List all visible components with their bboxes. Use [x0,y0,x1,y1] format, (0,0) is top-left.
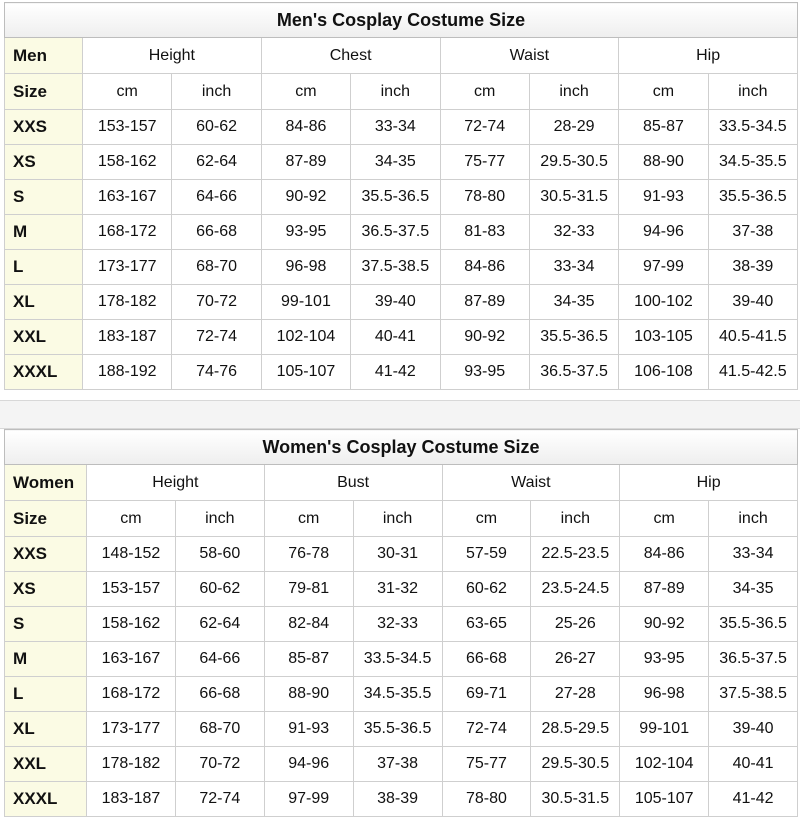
measurement-cell: 97-99 [619,250,708,285]
table-row [5,572,798,607]
measurement-cell: 103-105 [619,320,708,355]
measurement-cell: 78-80 [442,782,531,817]
size-label: XXXL [5,782,87,817]
measurement-cell: 36.5-37.5 [709,642,798,677]
table-row [5,537,798,572]
unit-header: inch [172,74,261,110]
measurement-cell: 173-177 [83,250,172,285]
unit-header: inch [351,74,440,110]
measurement-cell: 96-98 [620,677,709,712]
table-row [5,110,798,145]
table-title-row [5,430,798,465]
measurement-cell: 158-162 [83,145,172,180]
measurement-cell: 178-182 [87,747,176,782]
size-column-label: Size [5,74,83,110]
table-row [5,250,798,285]
measurement-cell: 90-92 [620,607,709,642]
measurement-cell: 22.5-23.5 [531,537,620,572]
group-header-bust: Bust [264,465,442,501]
measurement-cell: 37-38 [708,215,797,250]
measurement-cell: 31-32 [353,572,442,607]
measurement-cell: 84-86 [261,110,350,145]
measurement-cell: 40-41 [351,320,440,355]
measurement-cell: 62-64 [172,145,261,180]
measurement-cell: 94-96 [264,747,353,782]
measurement-cell: 35.5-36.5 [351,180,440,215]
measurement-cell: 158-162 [87,607,176,642]
unit-header: cm [87,501,176,537]
measurement-cell: 40.5-41.5 [708,320,797,355]
measurement-cell: 34.5-35.5 [708,145,797,180]
table-row [5,642,798,677]
measurement-cell: 72-74 [175,782,264,817]
measurement-cell: 35.5-36.5 [353,712,442,747]
measurement-cell: 30.5-31.5 [529,180,618,215]
measurement-cell: 88-90 [619,145,708,180]
measurement-cell: 64-66 [172,180,261,215]
measurement-cell: 66-68 [175,677,264,712]
size-label: S [5,607,87,642]
measurement-cell: 183-187 [87,782,176,817]
measurement-cell: 38-39 [708,250,797,285]
measurement-cell: 99-101 [261,285,350,320]
measurement-cell: 40-41 [709,747,798,782]
measurement-cell: 68-70 [175,712,264,747]
measurement-cell: 72-74 [172,320,261,355]
size-label: M [5,642,87,677]
unit-header: cm [440,74,529,110]
measurement-cell: 27-28 [531,677,620,712]
men-size-table [4,2,798,390]
table-title: Men's Cosplay Costume Size [5,3,798,38]
measurement-cell: 25-26 [531,607,620,642]
unit-header: inch [175,501,264,537]
gender-label: Women [5,465,87,501]
measurement-cell: 102-104 [261,320,350,355]
measurement-cell: 39-40 [708,285,797,320]
size-label: L [5,677,87,712]
measurement-cell: 188-192 [83,355,172,390]
measurement-cell: 148-152 [87,537,176,572]
measurement-cell: 60-62 [172,110,261,145]
table-row [5,355,798,390]
group-header-hip: Hip [619,38,798,74]
measurement-cell: 88-90 [264,677,353,712]
measurement-cell: 28.5-29.5 [531,712,620,747]
unit-row [5,74,798,110]
measurement-cell: 153-157 [83,110,172,145]
table-row [5,215,798,250]
measurement-cell: 32-33 [353,607,442,642]
unit-header: cm [619,74,708,110]
measurement-cell: 33.5-34.5 [353,642,442,677]
measurement-cell: 70-72 [175,747,264,782]
table-row [5,285,798,320]
measurement-cell: 76-78 [264,537,353,572]
measurement-cell: 29.5-30.5 [529,145,618,180]
measurement-cell: 97-99 [264,782,353,817]
measurement-cell: 33-34 [529,250,618,285]
unit-header: inch [531,501,620,537]
measurement-cell: 35.5-36.5 [529,320,618,355]
size-column-label: Size [5,501,87,537]
measurement-cell: 23.5-24.5 [531,572,620,607]
measurement-cell: 102-104 [620,747,709,782]
measurement-cell: 84-86 [440,250,529,285]
measurement-cell: 75-77 [442,747,531,782]
measurement-cell: 66-68 [172,215,261,250]
section-divider [0,400,800,429]
measurement-cell: 62-64 [175,607,264,642]
measurement-cell: 96-98 [261,250,350,285]
size-label: XXL [5,747,87,782]
measurement-cell: 32-33 [529,215,618,250]
measurement-cell: 63-65 [442,607,531,642]
size-label: XL [5,285,83,320]
measurement-group-row [5,38,798,74]
size-label: XS [5,145,83,180]
measurement-cell: 39-40 [351,285,440,320]
measurement-cell: 35.5-36.5 [708,180,797,215]
measurement-cell: 41.5-42.5 [708,355,797,390]
measurement-cell: 28-29 [529,110,618,145]
measurement-group-row [5,465,798,501]
measurement-cell: 87-89 [440,285,529,320]
measurement-cell: 70-72 [172,285,261,320]
measurement-cell: 87-89 [261,145,350,180]
measurement-cell: 33.5-34.5 [708,110,797,145]
measurement-cell: 37.5-38.5 [351,250,440,285]
measurement-cell: 173-177 [87,712,176,747]
measurement-cell: 99-101 [620,712,709,747]
measurement-cell: 91-93 [619,180,708,215]
measurement-cell: 183-187 [83,320,172,355]
measurement-cell: 57-59 [442,537,531,572]
size-label: XL [5,712,87,747]
measurement-cell: 91-93 [264,712,353,747]
unit-header: cm [83,74,172,110]
unit-header: inch [529,74,618,110]
measurement-cell: 82-84 [264,607,353,642]
size-label: S [5,180,83,215]
measurement-cell: 37-38 [353,747,442,782]
gender-label: Men [5,38,83,74]
measurement-cell: 60-62 [175,572,264,607]
group-header-height: Height [83,38,262,74]
measurement-cell: 35.5-36.5 [709,607,798,642]
size-label: XXS [5,110,83,145]
measurement-cell: 69-71 [442,677,531,712]
measurement-cell: 33-34 [351,110,440,145]
size-label: XXXL [5,355,83,390]
measurement-cell: 105-107 [620,782,709,817]
measurement-cell: 39-40 [709,712,798,747]
measurement-cell: 106-108 [619,355,708,390]
measurement-cell: 74-76 [172,355,261,390]
measurement-cell: 163-167 [87,642,176,677]
unit-header: cm [264,501,353,537]
group-header-hip: Hip [620,465,798,501]
measurement-cell: 153-157 [87,572,176,607]
measurement-cell: 41-42 [351,355,440,390]
measurement-cell: 33-34 [709,537,798,572]
measurement-cell: 72-74 [442,712,531,747]
table-row [5,782,798,817]
measurement-cell: 66-68 [442,642,531,677]
table-row [5,145,798,180]
measurement-cell: 85-87 [619,110,708,145]
measurement-cell: 38-39 [353,782,442,817]
measurement-cell: 34.5-35.5 [353,677,442,712]
measurement-cell: 94-96 [619,215,708,250]
table-row [5,677,798,712]
measurement-cell: 105-107 [261,355,350,390]
measurement-cell: 100-102 [619,285,708,320]
measurement-cell: 81-83 [440,215,529,250]
group-header-chest: Chest [261,38,440,74]
measurement-cell: 93-95 [261,215,350,250]
measurement-cell: 93-95 [620,642,709,677]
size-label: XXS [5,537,87,572]
measurement-cell: 84-86 [620,537,709,572]
measurement-cell: 87-89 [620,572,709,607]
measurement-cell: 178-182 [83,285,172,320]
measurement-cell: 36.5-37.5 [351,215,440,250]
measurement-cell: 85-87 [264,642,353,677]
measurement-cell: 34-35 [529,285,618,320]
measurement-cell: 41-42 [709,782,798,817]
measurement-cell: 64-66 [175,642,264,677]
table-row [5,320,798,355]
size-label: XXL [5,320,83,355]
measurement-cell: 37.5-38.5 [709,677,798,712]
group-header-waist: Waist [442,465,620,501]
measurement-cell: 60-62 [442,572,531,607]
measurement-cell: 29.5-30.5 [531,747,620,782]
measurement-cell: 168-172 [83,215,172,250]
unit-header: cm [442,501,531,537]
unit-header: cm [261,74,350,110]
table-title: Women's Cosplay Costume Size [5,430,798,465]
size-label: XS [5,572,87,607]
measurement-cell: 30-31 [353,537,442,572]
group-header-height: Height [87,465,265,501]
table-row [5,747,798,782]
measurement-cell: 90-92 [261,180,350,215]
unit-header: cm [620,501,709,537]
unit-header: inch [709,501,798,537]
size-label: L [5,250,83,285]
women-size-table [4,429,798,817]
table-row [5,607,798,642]
measurement-cell: 30.5-31.5 [531,782,620,817]
measurement-cell: 58-60 [175,537,264,572]
measurement-cell: 90-92 [440,320,529,355]
unit-header: inch [353,501,442,537]
unit-row [5,501,798,537]
measurement-cell: 163-167 [83,180,172,215]
measurement-cell: 68-70 [172,250,261,285]
measurement-cell: 72-74 [440,110,529,145]
measurement-cell: 168-172 [87,677,176,712]
measurement-cell: 26-27 [531,642,620,677]
measurement-cell: 36.5-37.5 [529,355,618,390]
group-header-waist: Waist [440,38,619,74]
measurement-cell: 78-80 [440,180,529,215]
size-label: M [5,215,83,250]
table-row [5,180,798,215]
measurement-cell: 34-35 [709,572,798,607]
unit-header: inch [708,74,797,110]
measurement-cell: 75-77 [440,145,529,180]
measurement-cell: 93-95 [440,355,529,390]
table-title-row [5,3,798,38]
measurement-cell: 34-35 [351,145,440,180]
measurement-cell: 79-81 [264,572,353,607]
table-row [5,712,798,747]
